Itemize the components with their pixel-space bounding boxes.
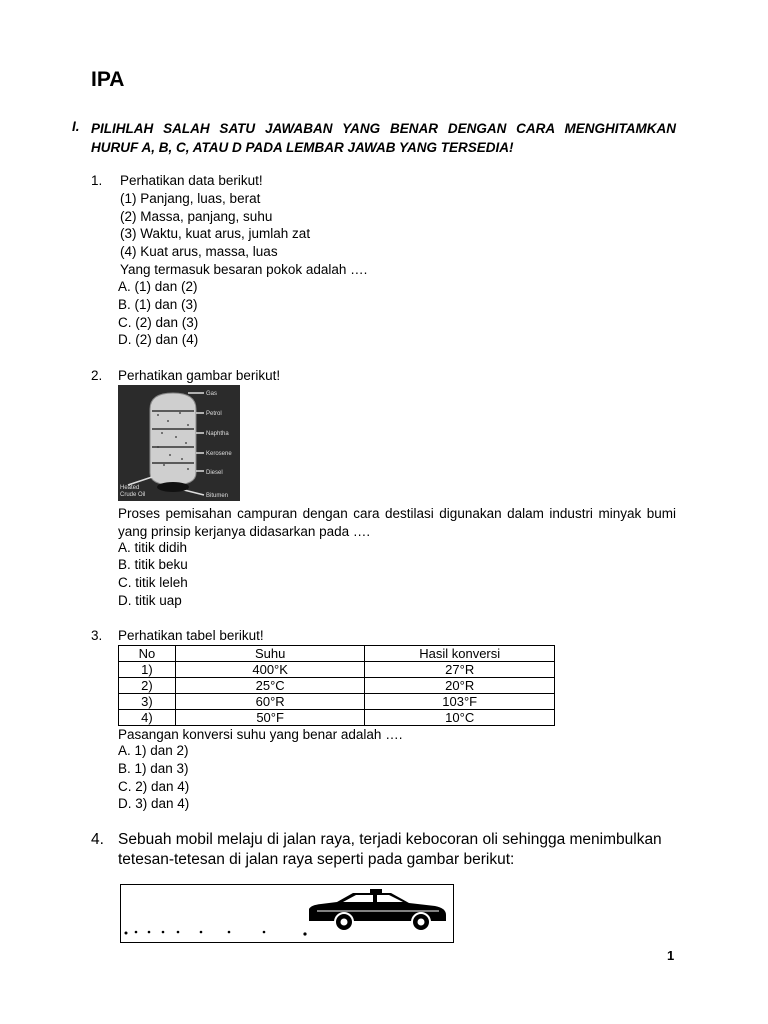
q3-option-d: D. 3) dan 4) bbox=[118, 796, 190, 811]
conversion-table bbox=[118, 645, 555, 726]
table-cell: 25°C bbox=[175, 678, 365, 694]
q4-text-line2: tetesan-tetesan di jalan raya seperti pada gambar berikut: bbox=[118, 851, 515, 868]
table-cell: 10°C bbox=[365, 710, 555, 726]
car-oil-drip-figure bbox=[120, 884, 454, 943]
table-cell: 27°R bbox=[365, 662, 555, 678]
page-number: 1 bbox=[667, 948, 675, 963]
label-gas: Gas bbox=[206, 391, 218, 397]
table-cell: 20°R bbox=[365, 678, 555, 694]
label-heated: Heated bbox=[120, 485, 140, 491]
section-instruction: PILIHLAH SALAH SATU JAWABAN YANG BENAR DENGAN CARA MENGHITAMKAN HURUF A, B, C, ATAU D PADA LEMBAR JAWAB YANG TERSEDIA! bbox=[91, 121, 676, 155]
q3-number: 3. bbox=[91, 628, 103, 643]
table-header-row bbox=[119, 646, 555, 662]
label-naphtha: Naphtha bbox=[206, 431, 229, 437]
q1-option-b: B. (1) dan (3) bbox=[118, 297, 198, 312]
q4-number: 4. bbox=[91, 831, 104, 848]
q3-option-c: C. 2) dan 4) bbox=[118, 779, 190, 794]
q1-item: (1) Panjang, luas, berat bbox=[120, 191, 261, 206]
car-illustration bbox=[121, 885, 453, 942]
table-cell: 50°F bbox=[175, 710, 365, 726]
table-row bbox=[119, 710, 555, 726]
q2-option-d: D. titik uap bbox=[118, 593, 182, 608]
q3-option-b: B. 1) dan 3) bbox=[118, 761, 189, 776]
table-cell: 4) bbox=[119, 710, 176, 726]
car-icon bbox=[309, 889, 446, 931]
label-bitumen: Bitumen bbox=[206, 493, 229, 499]
q1-prompt: Perhatikan data berikut! bbox=[120, 173, 263, 188]
q1-option-d: D. (2) dan (4) bbox=[118, 332, 199, 347]
section-number: I. bbox=[72, 119, 80, 134]
label-kerosene: Kerosene bbox=[206, 451, 232, 457]
q3-option-a: A. 1) dan 2) bbox=[118, 743, 189, 758]
q1-number: 1. bbox=[91, 173, 103, 188]
table-row bbox=[119, 694, 555, 710]
table-row bbox=[119, 662, 555, 678]
table-cell: 2) bbox=[119, 678, 176, 694]
q2-prompt: Perhatikan gambar berikut! bbox=[118, 368, 281, 383]
distillation-column-figure bbox=[118, 385, 240, 501]
q1-item: (2) Massa, panjang, suhu bbox=[120, 209, 273, 224]
q2-option-c: C. titik leleh bbox=[118, 575, 188, 590]
q1-question: Yang termasuk besaran pokok adalah …. bbox=[120, 262, 368, 277]
q3-question: Pasangan konversi suhu yang benar adalah …. bbox=[118, 727, 403, 742]
page-title: IPA bbox=[91, 68, 125, 91]
table-cell: 60°R bbox=[175, 694, 365, 710]
table-row bbox=[119, 678, 555, 694]
label-petrol: Petrol bbox=[206, 411, 222, 417]
q3-prompt: Perhatikan tabel berikut! bbox=[118, 628, 264, 643]
q2-option-b: B. titik beku bbox=[118, 557, 188, 572]
table-cell: 3) bbox=[119, 694, 176, 710]
q1-item: (4) Kuat arus, massa, luas bbox=[120, 244, 278, 259]
q4-text-line1: Sebuah mobil melaju di jalan raya, terjadi kebocoran oli sehingga menimbulkan bbox=[118, 831, 662, 848]
table-header: Hasil konversi bbox=[365, 646, 555, 662]
table-cell: 103°F bbox=[365, 694, 555, 710]
oil-drops bbox=[125, 931, 307, 936]
q1-option-c: C. (2) dan (3) bbox=[118, 315, 199, 330]
table-header: Suhu bbox=[175, 646, 365, 662]
q2-question: Proses pemisahan campuran dengan cara destilasi digunakan dalam industri minyak bumi yang prinsip kerjanya didasarkan pada …. bbox=[118, 506, 676, 539]
q2-option-a: A. titik didih bbox=[118, 540, 188, 555]
q1-item: (3) Waktu, kuat arus, jumlah zat bbox=[120, 226, 311, 241]
label-diesel: Diesel bbox=[206, 470, 223, 476]
table-header: No bbox=[119, 646, 176, 662]
q2-number: 2. bbox=[91, 368, 103, 383]
table-cell: 400°K bbox=[175, 662, 365, 678]
table-cell: 1) bbox=[119, 662, 176, 678]
q1-option-a: A. (1) dan (2) bbox=[118, 279, 198, 294]
label-crude-oil: Crude Oil bbox=[120, 492, 146, 498]
